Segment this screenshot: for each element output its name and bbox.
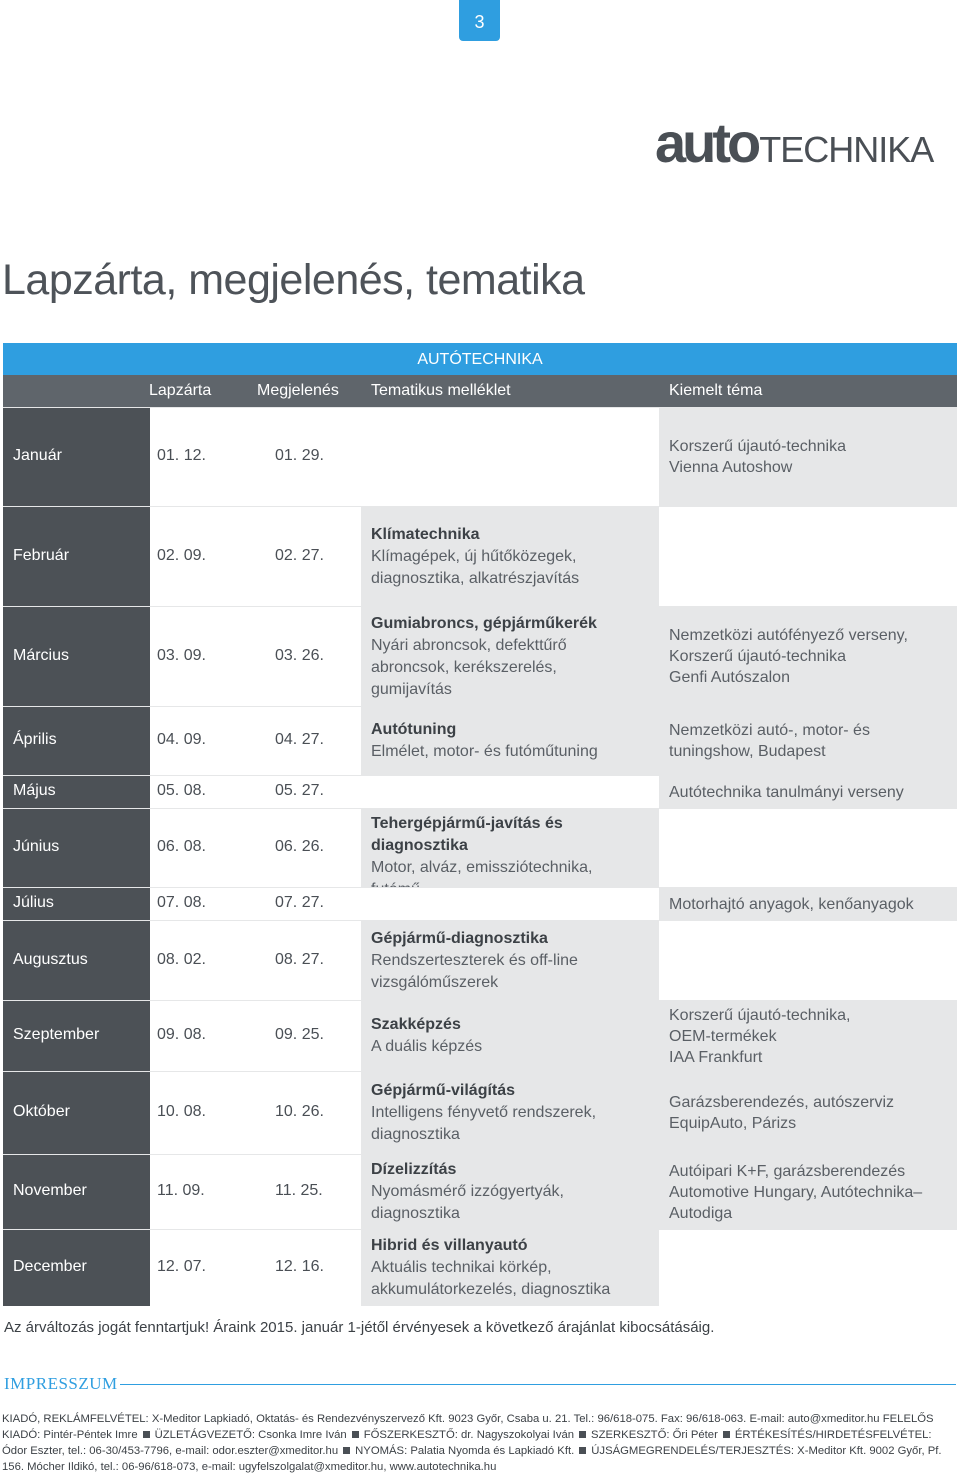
page-number: 3 [459, 0, 500, 41]
theme-title: Tehergépjármű-javítás és diagnosztika [371, 815, 563, 854]
table-row [3, 1154, 957, 1229]
lapzarta-date: 06. 08. [157, 838, 206, 855]
separator-square-icon [579, 1431, 586, 1438]
theme-title: Klímatechnika [371, 525, 480, 543]
month-label: December [13, 1258, 87, 1275]
autotechnika-logo [655, 110, 934, 174]
key-topic-line: Nemzetközi autó-, motor- és [669, 722, 870, 739]
theme-line: abroncsok, kerékszerelés, [371, 658, 557, 676]
theme-title: Gépjármű-világítás [371, 1082, 516, 1099]
separator-square-icon [343, 1447, 350, 1454]
megjelenes-date: 08. 27. [275, 950, 324, 968]
month-cell [3, 1230, 150, 1306]
table-row [3, 1071, 957, 1154]
impresszum-item: FELELŐS KIADÓ: Pintér-Péntek Imre [2, 1413, 934, 1441]
header-lapzarta: Lapzárta [149, 382, 212, 399]
megjelenes-date: 01. 29. [275, 447, 324, 464]
key-topic-text [669, 625, 951, 688]
separator-square-icon [579, 1447, 586, 1454]
table-caption: AUTÓTECHNIKA [3, 343, 957, 375]
month-cell [3, 607, 150, 706]
table-row [3, 606, 957, 706]
table-header-row [3, 375, 957, 407]
lapzarta-date: 03. 09. [157, 646, 206, 664]
megjelenes-date: 10. 26. [275, 1103, 324, 1120]
theme-line: Aktuális technikai körkép, [371, 1259, 552, 1276]
month-cell [3, 1155, 150, 1229]
theme-text [371, 613, 653, 701]
separator-square-icon [143, 1431, 150, 1438]
lapzarta-date: 04. 09. [157, 731, 206, 748]
dates-cell [150, 809, 361, 887]
theme-line: diagnosztika [371, 1205, 460, 1222]
theme-cell [361, 1230, 659, 1306]
month-cell [3, 408, 150, 506]
impresszum-heading: IMPRESSZUM [4, 1374, 118, 1393]
key-topic-cell [659, 1001, 957, 1071]
theme-text [371, 719, 653, 763]
dates-cell [150, 1072, 361, 1154]
month-label: Október [13, 1103, 70, 1120]
schedule-table [3, 343, 957, 1306]
table-row [3, 1229, 957, 1306]
month-label: Március [13, 646, 70, 664]
lapzarta-date: 07. 08. [157, 894, 206, 911]
table-body [3, 407, 957, 1306]
key-topic-cell [659, 888, 957, 920]
dates-cell [150, 921, 361, 1000]
impresszum-text [2, 1411, 958, 1475]
table-row [3, 920, 957, 1000]
theme-cell [361, 921, 659, 1000]
theme-line: Klímagépek, új hűtőközegek, [371, 547, 577, 565]
theme-text [371, 1080, 653, 1146]
lapzarta-date: 05. 08. [157, 782, 206, 799]
theme-line: diagnosztika [371, 1126, 460, 1143]
lapzarta-date: 02. 09. [157, 546, 206, 564]
theme-line: Motor, alváz, emissziótechnika, [371, 859, 593, 876]
price-notice: Az árváltozás jogát fenntartjuk! Áraink 2015. január 1-jétől érvényesek a következő árajánlat kibocsátásáig. [4, 1319, 715, 1336]
key-topic-line: Motorhajtó anyagok, kenőanyagok [669, 895, 914, 913]
dates-cell [150, 888, 361, 920]
megjelenes-date: 05. 27. [275, 782, 324, 799]
theme-cell [361, 776, 659, 808]
header-kiemelt: Kiemelt téma [669, 382, 763, 399]
key-topic-cell [659, 921, 957, 1000]
key-topic-line: Garázsberendezés, autószerviz [669, 1094, 894, 1111]
key-topic-text [669, 1161, 951, 1224]
impresszum-item: KIADÓ, REKLÁMFELVÉTEL: X-Meditor Lapkiadó, Oktatás- és Rendezvényszervező Kft. 9023 Győr, Csaba u. 21. Tel.: 96/618-075. Fax: 96/618-063. E-mail: auto@xmeditor.hu [2, 1413, 880, 1425]
theme-cell [361, 1072, 659, 1154]
key-topic-cell [659, 1155, 957, 1229]
key-topic-line: Vienna Autoshow [669, 459, 793, 476]
month-cell [3, 921, 150, 1000]
key-topic-cell [659, 707, 957, 775]
month-cell [3, 888, 150, 920]
month-cell [3, 776, 150, 808]
theme-cell [361, 408, 659, 506]
dates-cell [150, 776, 361, 808]
table-row [3, 506, 957, 606]
month-cell [3, 507, 150, 606]
key-topic-text [669, 720, 951, 762]
theme-cell [361, 507, 659, 606]
impresszum-item: ÉRTÉKESÍTÉS/HIRDETÉSFELVÉTEL: Ódor Eszter, tel.: 06-30/453-7796, e-mail: odor.eszter@xmeditor.hu [2, 1429, 932, 1457]
month-label: Augusztus [13, 950, 88, 968]
header-tematikus: Tematikus melléklet [371, 382, 511, 399]
theme-line: A duális képzés [371, 1038, 483, 1055]
theme-line: vizsgálóműszerek [371, 973, 499, 991]
dates-cell [150, 507, 361, 606]
page-title: Lapzárta, megjelenés, tematika [2, 256, 585, 304]
table-row [3, 706, 957, 775]
key-topic-text [669, 436, 951, 478]
month-label: Július [13, 894, 54, 911]
theme-line: diagnosztika, alkatrészjavítás [371, 569, 580, 587]
table-row [3, 887, 957, 920]
impresszum-divider [120, 1384, 956, 1385]
megjelenes-date: 11. 25. [275, 1182, 323, 1199]
key-topic-line: tuningshow, Budapest [669, 743, 826, 760]
key-topic-text [669, 782, 951, 803]
theme-text [371, 928, 653, 994]
megjelenes-date: 06. 26. [275, 838, 324, 855]
theme-cell [361, 607, 659, 706]
month-label: Február [13, 546, 70, 564]
theme-text [371, 524, 653, 590]
month-label: November [13, 1182, 87, 1199]
key-topic-line: Genfi Autószalon [669, 669, 790, 686]
table-row [3, 407, 957, 506]
key-topic-text [669, 894, 951, 915]
key-topic-text [669, 1092, 951, 1134]
theme-cell [361, 1001, 659, 1071]
dates-cell [150, 607, 361, 706]
megjelenes-date: 12. 16. [275, 1258, 324, 1275]
key-topic-line: Automotive Hungary, Autótechnika– [669, 1183, 923, 1201]
key-topic-cell [659, 507, 957, 606]
theme-cell [361, 707, 659, 775]
theme-cell [361, 1155, 659, 1229]
table-row [3, 1000, 957, 1071]
key-topic-cell [659, 607, 957, 706]
theme-line: Nyomásmérő izzógyertyák, [371, 1183, 564, 1200]
lapzarta-date: 01. 12. [157, 447, 206, 464]
key-topic-cell [659, 408, 957, 506]
table-row [3, 808, 957, 887]
theme-title: Gumiabroncs, gépjárműkerék [371, 614, 597, 632]
key-topic-line: OEM-termékek [669, 1028, 777, 1045]
megjelenes-date: 04. 27. [275, 731, 324, 748]
key-topic-line: Autóipari K+F, garázsberendezés [669, 1162, 906, 1180]
impresszum-item: SZERKESZTŐ: Őri Péter [591, 1429, 718, 1441]
lapzarta-date: 09. 08. [157, 1026, 206, 1043]
theme-title: Szakképzés [371, 1016, 461, 1033]
lapzarta-date: 08. 02. [157, 950, 206, 968]
key-topic-line: EquipAuto, Párizs [669, 1115, 797, 1132]
key-topic-cell [659, 776, 957, 808]
month-label: Május [13, 782, 56, 799]
header-megjelenes: Megjelenés [257, 382, 339, 399]
theme-line: akkumulátorkezelés, diagnosztika [371, 1281, 611, 1298]
month-cell [3, 809, 150, 887]
logo-auto: auto [655, 111, 758, 174]
key-topic-cell [659, 1072, 957, 1154]
impresszum-item: NYOMÁS: Palatia Nyomda és Lapkiadó Kft. [355, 1445, 575, 1457]
theme-line: Intelligens fényvető rendszerek, [371, 1104, 597, 1121]
separator-square-icon [352, 1431, 359, 1438]
megjelenes-date: 03. 26. [275, 646, 324, 664]
theme-text [371, 1014, 653, 1058]
table-row [3, 775, 957, 808]
key-topic-line: Nemzetközi autófényező verseny, [669, 627, 908, 644]
impresszum-item: ÚJSÁGMEGRENDELÉS/TERJESZTÉS: X-Meditor Kft. 9002 Győr, Pf. 156. Mócher Ildikó, tel.: 06-96/618-073, e-mail: ugyfelszolgalat@xmeditor.hu, www.autotechnika.hu [2, 1445, 942, 1473]
key-topic-text [669, 1005, 951, 1068]
lapzarta-date: 12. 07. [157, 1258, 206, 1275]
month-label: Június [13, 838, 60, 855]
theme-cell [361, 888, 659, 920]
key-topic-line: Korszerű újautó-technika [669, 648, 846, 665]
theme-cell [361, 809, 659, 887]
lapzarta-date: 11. 09. [157, 1182, 205, 1199]
theme-line: Elmélet, motor- és futóműtuning [371, 743, 598, 760]
key-topic-line: Autodiga [669, 1204, 733, 1222]
month-label: Január [13, 447, 62, 464]
key-topic-line: IAA Frankfurt [669, 1049, 763, 1066]
month-label: Szeptember [13, 1026, 100, 1043]
dates-cell [150, 408, 361, 506]
logo-technika: TECHNIKA [759, 129, 934, 170]
theme-text [371, 1159, 653, 1225]
theme-line: Nyári abroncsok, defekttűrő [371, 636, 567, 654]
month-label: Április [13, 731, 57, 748]
theme-line: gumijavítás [371, 680, 452, 698]
month-cell [3, 1001, 150, 1071]
key-topic-line: Korszerű újautó-technika, [669, 1007, 851, 1024]
theme-text [371, 1235, 653, 1301]
theme-title: Dízelizzítás [371, 1161, 457, 1178]
megjelenes-date: 02. 27. [275, 546, 324, 564]
dates-cell [150, 1001, 361, 1071]
megjelenes-date: 09. 25. [275, 1026, 324, 1043]
key-topic-line: Autótechnika tanulmányi verseny [669, 783, 904, 801]
dates-cell [150, 1155, 361, 1229]
theme-title: Hibrid és villanyautó [371, 1237, 528, 1254]
dates-cell [150, 1230, 361, 1306]
impresszum-item: FŐSZERKESZTŐ: dr. Nagyszokolyai Iván [363, 1429, 575, 1441]
key-topic-line: Korszerű újautó-technika [669, 438, 846, 455]
month-cell [3, 707, 150, 775]
month-cell [3, 1072, 150, 1154]
theme-line: Rendszerteszterek és off-line [371, 951, 578, 969]
key-topic-cell [659, 809, 957, 887]
lapzarta-date: 10. 08. [157, 1103, 206, 1120]
dates-cell [150, 707, 361, 775]
key-topic-cell [659, 1230, 957, 1306]
megjelenes-date: 07. 27. [275, 894, 324, 911]
impresszum-item: ÜZLETÁGVEZETŐ: Csonka Imre Iván [154, 1429, 347, 1441]
theme-title: Gépjármű-diagnosztika [371, 929, 548, 947]
theme-title: Autótuning [371, 721, 457, 738]
separator-square-icon [723, 1431, 730, 1438]
